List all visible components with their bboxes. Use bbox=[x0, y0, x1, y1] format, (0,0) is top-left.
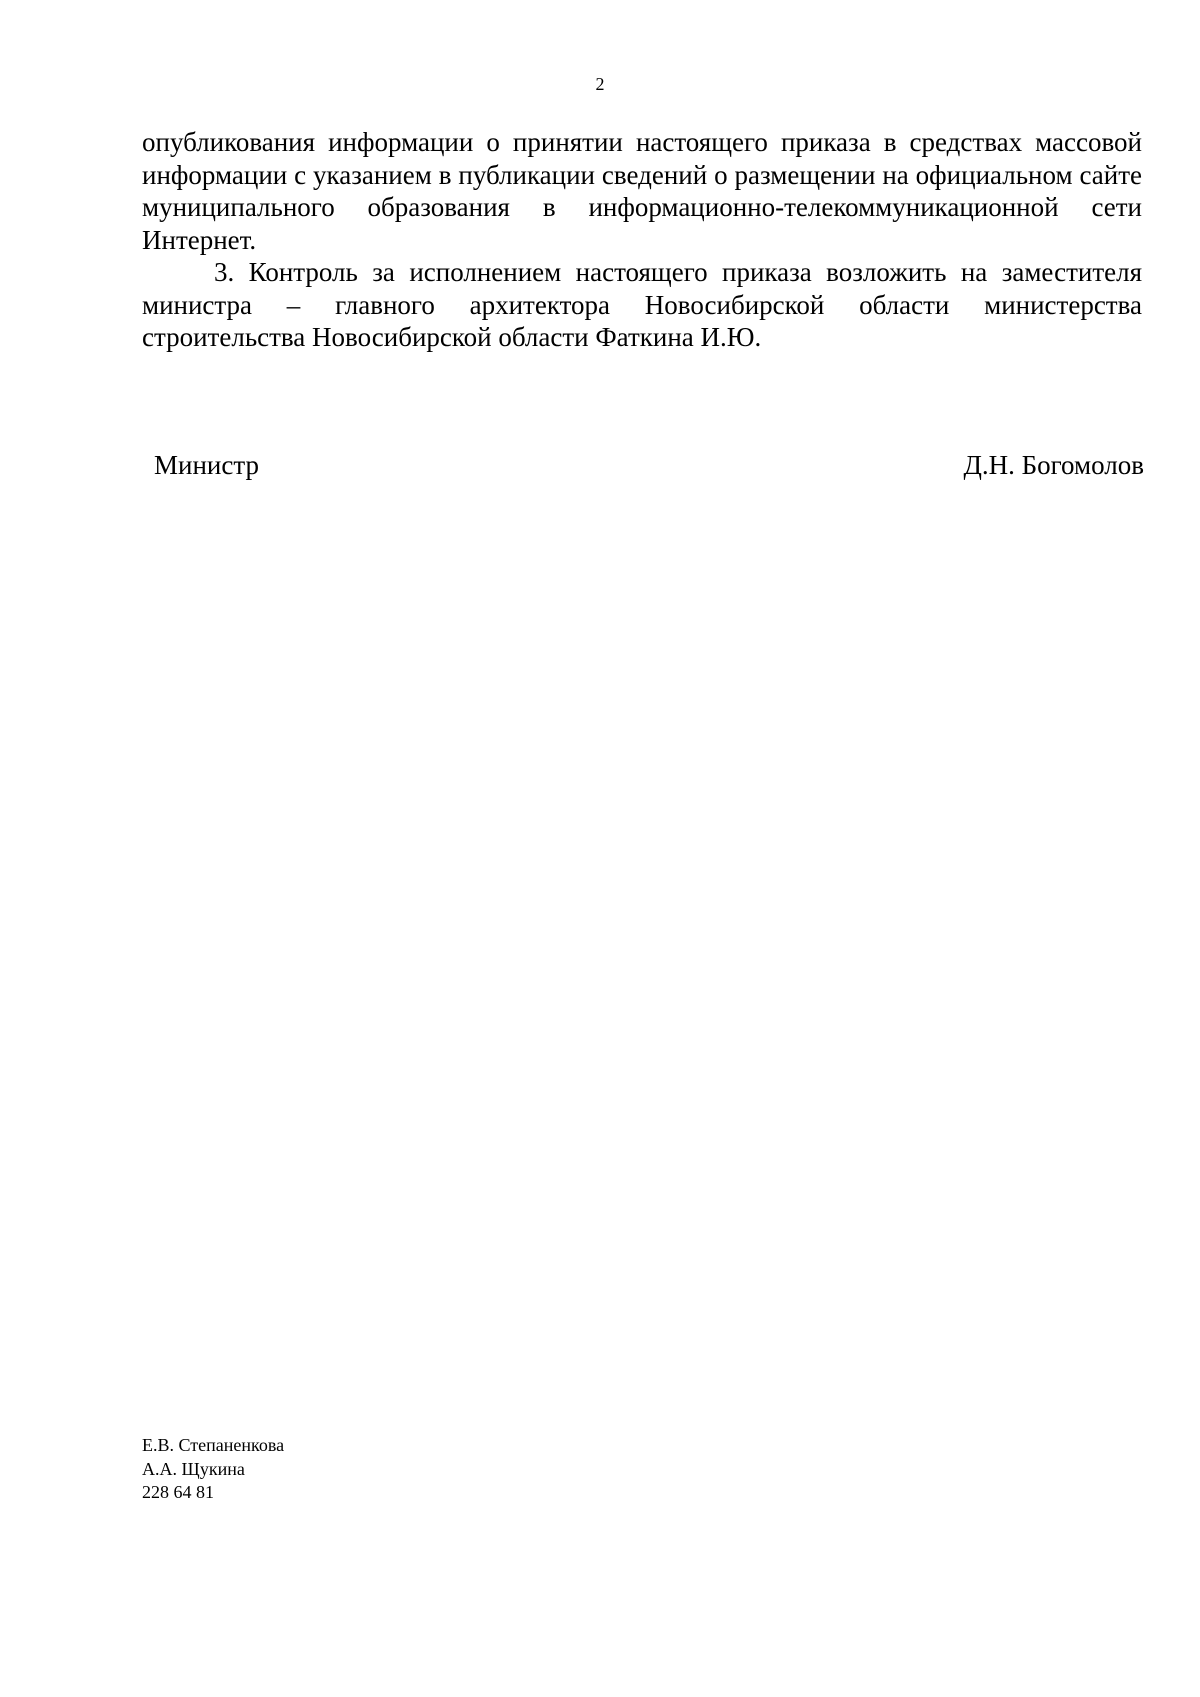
signature-block bbox=[154, 449, 1144, 481]
document-body bbox=[142, 126, 1142, 354]
executors-block bbox=[142, 1434, 284, 1505]
executor-name: Е.В. Степаненкова bbox=[142, 1435, 285, 1455]
executor-phone: 228 64 81 bbox=[142, 1482, 214, 1502]
signatory-name: Д.Н. Богомолов bbox=[963, 450, 1144, 480]
paragraph-3-control: 3. Контроль за исполнением настоящего приказа возложить на заместителя министра – главного архитектора Новосибирской области министерства строительства Новосибирской области Фаткина И.Ю. bbox=[142, 257, 1142, 352]
page-number: 2 bbox=[595, 74, 605, 94]
executor-name: А.А. Щукина bbox=[142, 1458, 245, 1479]
paragraph-continuation: опубликования информации о принятии настоящего приказа в средствах массовой информации с указанием в публикации сведений о размещении на официальном сайте муниципального образования в информационно-телекоммуникационной сети Интернет. bbox=[142, 127, 1142, 255]
signatory-position: Министр bbox=[154, 450, 259, 480]
